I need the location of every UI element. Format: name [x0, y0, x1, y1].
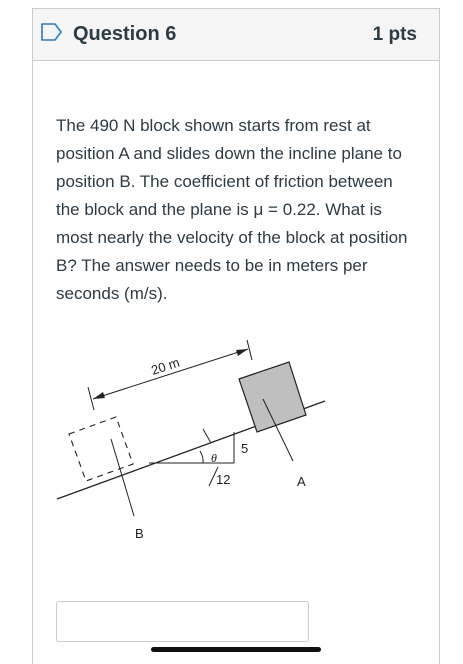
block-a: [239, 362, 306, 432]
question-points: 1 pts: [372, 24, 417, 45]
angle-arrow: [203, 429, 211, 443]
angle-label: θ: [211, 451, 217, 465]
block-outline-b: [69, 417, 133, 481]
home-indicator: [151, 647, 321, 652]
run-label: 12: [216, 472, 231, 487]
distance-label: 20 m: [149, 354, 182, 378]
arrow-head-left: [93, 392, 105, 399]
arrow-head-right: [236, 349, 248, 356]
dimension-tick-right: [247, 340, 252, 360]
position-b-label: B: [135, 526, 144, 541]
incline-diagram: [53, 339, 353, 549]
position-a-label: A: [297, 474, 306, 489]
question-text: The 490 N block shown starts from rest at position A and slides down the incline plane to position B. The coefficient of friction between the block and the plane is μ = 0.22. What is most nearly the velocity of the block at position B? The answer needs to be in meters per seconds (m/s).: [56, 116, 408, 303]
angle-arc: [200, 451, 203, 463]
question-header: [33, 9, 439, 61]
question-card: [32, 8, 440, 664]
rise-label: 5: [241, 441, 249, 456]
question-title: Question 6: [73, 23, 177, 45]
bookmark-icon[interactable]: [41, 23, 63, 41]
answer-input[interactable]: [56, 601, 309, 642]
